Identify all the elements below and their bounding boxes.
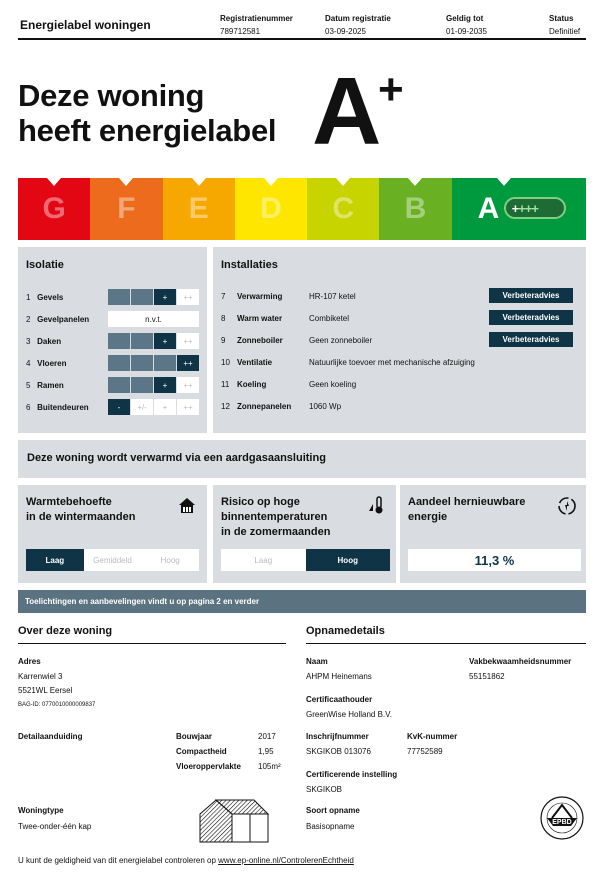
woningtype-value: Twee-onder-één kap bbox=[18, 822, 92, 831]
installatie-row-koeling: 11 Koeling Geen koeling bbox=[221, 380, 357, 389]
scale-segment-a: A + +++ bbox=[452, 178, 586, 240]
rating-cell bbox=[108, 333, 130, 349]
scale-segment-d: D bbox=[235, 178, 307, 240]
rating-cell: ++ bbox=[177, 333, 199, 349]
adres-label: Adres bbox=[18, 657, 41, 666]
rating-cell: ++ bbox=[177, 355, 199, 371]
rating-cell bbox=[154, 355, 176, 371]
isolatie-rating bbox=[108, 311, 200, 327]
inschrijfnummer-label: Inschrijfnummer bbox=[306, 732, 369, 741]
rating-cell: ++ bbox=[177, 377, 199, 393]
scale-notch bbox=[408, 178, 422, 186]
rating-cell: + bbox=[154, 333, 176, 349]
risico-scale bbox=[221, 549, 390, 571]
scale-notch bbox=[119, 178, 133, 186]
instelling-label: Certificerende instelling bbox=[306, 770, 398, 779]
scale-segment-f: F bbox=[90, 178, 162, 240]
isolatie-row-vloeren: 4 Vloeren ++ bbox=[26, 355, 206, 371]
scale-notch bbox=[47, 178, 61, 186]
registratienummer: Registratienummer 789712581 bbox=[220, 14, 293, 36]
scale-segment-b: B bbox=[379, 178, 451, 240]
risico-title: Risico op hoge binnentemperaturen in de zomermaanden bbox=[221, 496, 331, 538]
rating-cell bbox=[108, 355, 130, 371]
isolatie-rating bbox=[108, 333, 200, 349]
energy-scale bbox=[18, 178, 586, 240]
info-bar: Toelichtingen en aanbevelingen vindt u op pagina 2 en verder bbox=[18, 590, 586, 613]
vloeroppervlakte-label: Vloeroppervlakte bbox=[176, 762, 241, 771]
verbeteradvies-button[interactable]: Verbeteradvies bbox=[489, 288, 573, 303]
woningtype-label: Woningtype bbox=[18, 806, 64, 815]
vloeroppervlakte-value: 105m² bbox=[258, 762, 281, 771]
installaties-title: Installaties bbox=[221, 259, 278, 271]
instelling-value: SKGIKOB bbox=[306, 785, 343, 794]
kvk-value: 77752589 bbox=[407, 747, 443, 756]
house-heat-icon bbox=[177, 495, 197, 515]
isolatie-panel bbox=[18, 247, 207, 433]
opname-divider bbox=[306, 643, 586, 644]
warmte-option: Gemiddeld bbox=[93, 555, 132, 565]
isolatie-row-gevels: 1 Gevels + ++ bbox=[26, 289, 206, 305]
isolatie-rating bbox=[108, 377, 200, 393]
hernieuwbaar-panel bbox=[400, 485, 586, 583]
isolatie-row-ramen: 5 Ramen + ++ bbox=[26, 377, 206, 393]
isolatie-rating bbox=[108, 355, 200, 371]
footer-note: U kunt de geldigheid van dit energielabel controleren op www.ep-online.nl/ControlerenEchtheid bbox=[18, 856, 354, 865]
rating-cell: ++ bbox=[177, 399, 199, 415]
document-title: Energielabel woningen bbox=[20, 18, 151, 32]
scale-notch bbox=[336, 178, 350, 186]
rating-cell: +/- bbox=[131, 399, 153, 415]
rating-cell: ++ bbox=[177, 289, 199, 305]
warmtebehoefte-title: Warmtebehoefte in de wintermaanden bbox=[26, 496, 136, 523]
energy-label-letter: A + bbox=[312, 58, 404, 165]
gas-bar: Deze woning wordt verwarmd via een aardgasaansluiting bbox=[18, 440, 586, 478]
isolatie-row-buitendeuren: 6 Buitendeuren - +/- + ++ bbox=[26, 399, 206, 415]
rating-cell: + bbox=[154, 289, 176, 305]
rating-cell: - bbox=[108, 399, 130, 415]
geldig-tot: Geldig tot 01-09-2035 bbox=[446, 14, 487, 36]
bag-id: BAG-ID: 0770010000009837 bbox=[18, 702, 96, 708]
warmtebehoefte-panel bbox=[18, 485, 207, 583]
detail-label: Detailaanduiding bbox=[18, 732, 83, 741]
inschrijfnummer-value: SKGIKOB 013076 bbox=[306, 747, 371, 756]
rating-cell bbox=[131, 289, 153, 305]
risico-option: Hoog bbox=[306, 549, 391, 571]
installatie-row-zonnepanelen: 12 Zonnepanelen 1060 Wp bbox=[221, 402, 342, 411]
installaties-panel bbox=[213, 247, 586, 433]
rating-cell: + bbox=[154, 377, 176, 393]
status: Status Definitief bbox=[549, 14, 581, 36]
hernieuwbaar-title: Aandeel hernieuwbare energie bbox=[408, 496, 526, 523]
bouwjaar-value: 2017 bbox=[258, 732, 276, 741]
adres-line-2: 5521WL Eersel bbox=[18, 686, 73, 695]
vakbekwaamheid-value: 55151862 bbox=[469, 672, 505, 681]
isolatie-row-gevelpanelen: 2 Gevelpanelen n.v.t. bbox=[26, 311, 206, 327]
verbeteradvies-button[interactable]: Verbeteradvies bbox=[489, 310, 573, 325]
warmtebehoefte-scale bbox=[26, 549, 199, 571]
isolatie-value: n.v.t. bbox=[108, 311, 199, 327]
scale-notch bbox=[192, 178, 206, 186]
warmte-option: Hoog bbox=[160, 555, 180, 565]
compactheid-value: 1,95 bbox=[258, 747, 274, 756]
vakbekwaamheid-label: Vakbekwaamheidsnummer bbox=[469, 657, 572, 666]
naam-label: Naam bbox=[306, 657, 328, 666]
headline: Deze woning heeft energielabel bbox=[18, 78, 277, 148]
rating-cell bbox=[108, 289, 130, 305]
naam-value: AHPM Heinemans bbox=[306, 672, 372, 681]
rating-cell: + bbox=[154, 399, 176, 415]
hernieuwbaar-value: 11,3 % bbox=[408, 549, 581, 571]
scale-segment-e: E bbox=[163, 178, 235, 240]
rating-cell bbox=[131, 377, 153, 393]
kvk-label: KvK-nummer bbox=[407, 732, 458, 741]
warmte-option: Laag bbox=[26, 549, 84, 571]
isolatie-rating bbox=[108, 289, 200, 305]
installatie-row-warm-water: 8 Warm water Combiketel Verbeteradvies bbox=[221, 310, 581, 326]
renewable-cycle-icon bbox=[556, 495, 576, 515]
certificaathouder-value: GreenWise Holland B.V. bbox=[306, 710, 392, 719]
rating-cell bbox=[108, 377, 130, 393]
scale-notch bbox=[264, 178, 278, 186]
controleren-link[interactable]: www.ep-online.nl/ControlerenEchtheid bbox=[218, 856, 354, 865]
installatie-row-zonneboiler: 9 Zonneboiler Geen zonneboiler Verbeteradvies bbox=[221, 332, 581, 348]
installatie-row-ventilatie: 10 Ventilatie Natuurlijke toevoer met mechanische afzuiging bbox=[221, 358, 475, 367]
soort-opname-value: Basisopname bbox=[306, 822, 355, 831]
opname-title: Opnamedetails bbox=[306, 625, 385, 637]
plus-rating-pill: + +++ bbox=[504, 197, 566, 219]
scale-segment-c: C bbox=[307, 178, 379, 240]
isolatie-rating bbox=[108, 399, 200, 415]
over-title: Over deze woning bbox=[18, 625, 113, 637]
compactheid-label: Compactheid bbox=[176, 747, 227, 756]
isolatie-title: Isolatie bbox=[26, 259, 64, 271]
datum-registratie: Datum registratie 03-09-2025 bbox=[325, 14, 391, 36]
adres-line-1: Karrenwiel 3 bbox=[18, 672, 63, 681]
installatie-row-verwarming: 7 Verwarming HR-107 ketel Verbeteradvies bbox=[221, 288, 581, 304]
rating-cell bbox=[131, 333, 153, 349]
scale-segment-g: G bbox=[18, 178, 90, 240]
scale-notch bbox=[497, 178, 511, 186]
house-type-icon bbox=[196, 796, 272, 844]
certificaathouder-label: Certificaathouder bbox=[306, 695, 373, 704]
thermometer-icon bbox=[366, 495, 386, 515]
over-divider bbox=[18, 643, 286, 644]
label-plus: + bbox=[378, 65, 404, 114]
bouwjaar-label: Bouwjaar bbox=[176, 732, 213, 741]
verbeteradvies-button[interactable]: Verbeteradvies bbox=[489, 332, 573, 347]
rating-cell bbox=[131, 355, 153, 371]
isolatie-row-daken: 3 Daken + ++ bbox=[26, 333, 206, 349]
epbd-seal-icon: EPBD bbox=[540, 796, 584, 840]
risico-panel bbox=[213, 485, 396, 583]
risico-option: Laag bbox=[254, 555, 273, 565]
soort-opname-label: Soort opname bbox=[306, 806, 360, 815]
document-header bbox=[18, 8, 586, 40]
